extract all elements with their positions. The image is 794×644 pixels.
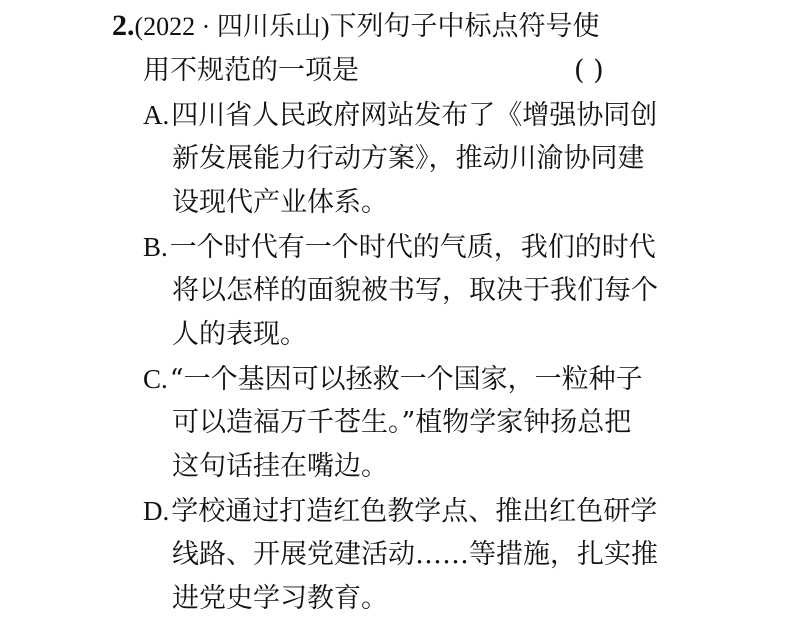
option-d-text-1: 学校通过打造红色教学点、推出红色研学 [171, 496, 658, 527]
option-b-line-3: 人的表现。 [172, 319, 307, 350]
option-a-line-3: 设现代产业体系。 [172, 187, 388, 218]
option-a-text-1: 四川省人民政府网站发布了《增强协同创 [171, 100, 658, 131]
answer-bracket[interactable]: ( ) [574, 55, 604, 86]
option-a-letter: A. [143, 100, 170, 130]
question-source: (2022 · 四川乐山) [134, 12, 330, 41]
question-number: 2. [112, 9, 135, 42]
option-d-line-3: 进党史学习教育。 [172, 583, 388, 614]
option-b-letter: B. [143, 232, 168, 262]
option-d-line-2: 线路、开展党建活动……等措施，扎实推 [172, 539, 658, 570]
option-c-line-1 [143, 359, 643, 399]
option-b-line-2: 将以怎样的面貌被书写，取决于我们每个 [172, 275, 658, 306]
option-d-line-1 [143, 491, 657, 531]
option-c-letter: C. [143, 364, 168, 394]
option-b-line-1 [143, 227, 656, 267]
option-a-line-1 [143, 95, 657, 135]
option-a-line-2: 新发展能力行动方案》，推动川渝协同建 [172, 143, 645, 174]
question-stem-line-2 [143, 51, 359, 91]
question-stem-text-1: 下列句子中标点符号使 [329, 11, 600, 42]
option-c-line-3: 这句话挂在嘴边。 [172, 451, 388, 482]
question-stem-line-1 [112, 6, 599, 46]
question-stem-text-2: 用不规范的一项是 [143, 55, 359, 86]
option-c-text-1: “一个基因可以拯救一个国家，一粒种子 [169, 364, 643, 395]
option-d-letter: D. [143, 496, 170, 526]
option-c-line-2: 可以造福万千苍生。”植物学家钟扬总把 [172, 407, 632, 438]
option-b-text-1: 一个时代有一个时代的气质，我们的时代 [169, 232, 656, 263]
